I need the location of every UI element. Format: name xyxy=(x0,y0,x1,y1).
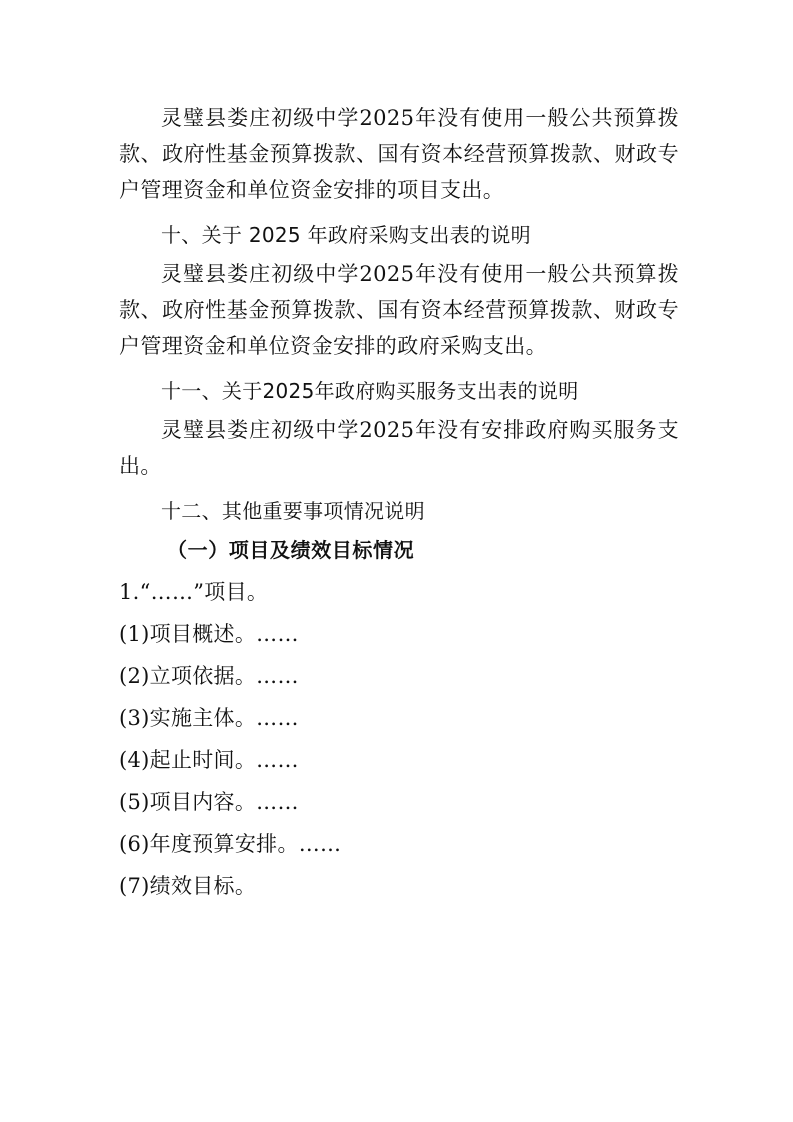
list-item-basis: (2)立项依据。…… xyxy=(119,664,299,688)
paragraph-project-expenditure: 灵璧县娄庄初级中学2025年没有使用一般公共预算拨款、政府性基金预算拨款、国有资本经营预算拨款、财政专户管理资金和单位资金安排的项目支出。 xyxy=(119,106,679,202)
section-heading-11: 十一、关于2025年政府购买服务支出表的说明 xyxy=(161,379,579,403)
subsection-heading-1: （一）项目及绩效目标情况 xyxy=(167,538,415,562)
list-item-overview: (1)项目概述。…… xyxy=(119,622,299,646)
list-item-period: (4)起止时间。…… xyxy=(119,748,299,772)
paragraph-government-procurement: 灵璧县娄庄初级中学2025年没有使用一般公共预算拨款、政府性基金预算拨款、国有资本经营预算拨款、财政专户管理资金和单位资金安排的政府采购支出。 xyxy=(119,262,679,358)
document-body xyxy=(119,100,679,910)
list-item-project: 1.“……”项目。 xyxy=(119,580,269,604)
section-heading-10: 十、关于 2025 年政府采购支出表的说明 xyxy=(161,223,531,247)
section-heading-12: 十二、其他重要事项情况说明 xyxy=(161,499,425,523)
list-item-content: (5)项目内容。…… xyxy=(119,790,299,814)
list-item-budget: (6)年度预算安排。…… xyxy=(119,832,342,856)
list-item-performance: (7)绩效目标。 xyxy=(119,874,257,898)
list-item-entity: (3)实施主体。…… xyxy=(119,706,299,730)
paragraph-government-services: 灵璧县娄庄初级中学2025年没有安排政府购买服务支出。 xyxy=(119,418,679,478)
